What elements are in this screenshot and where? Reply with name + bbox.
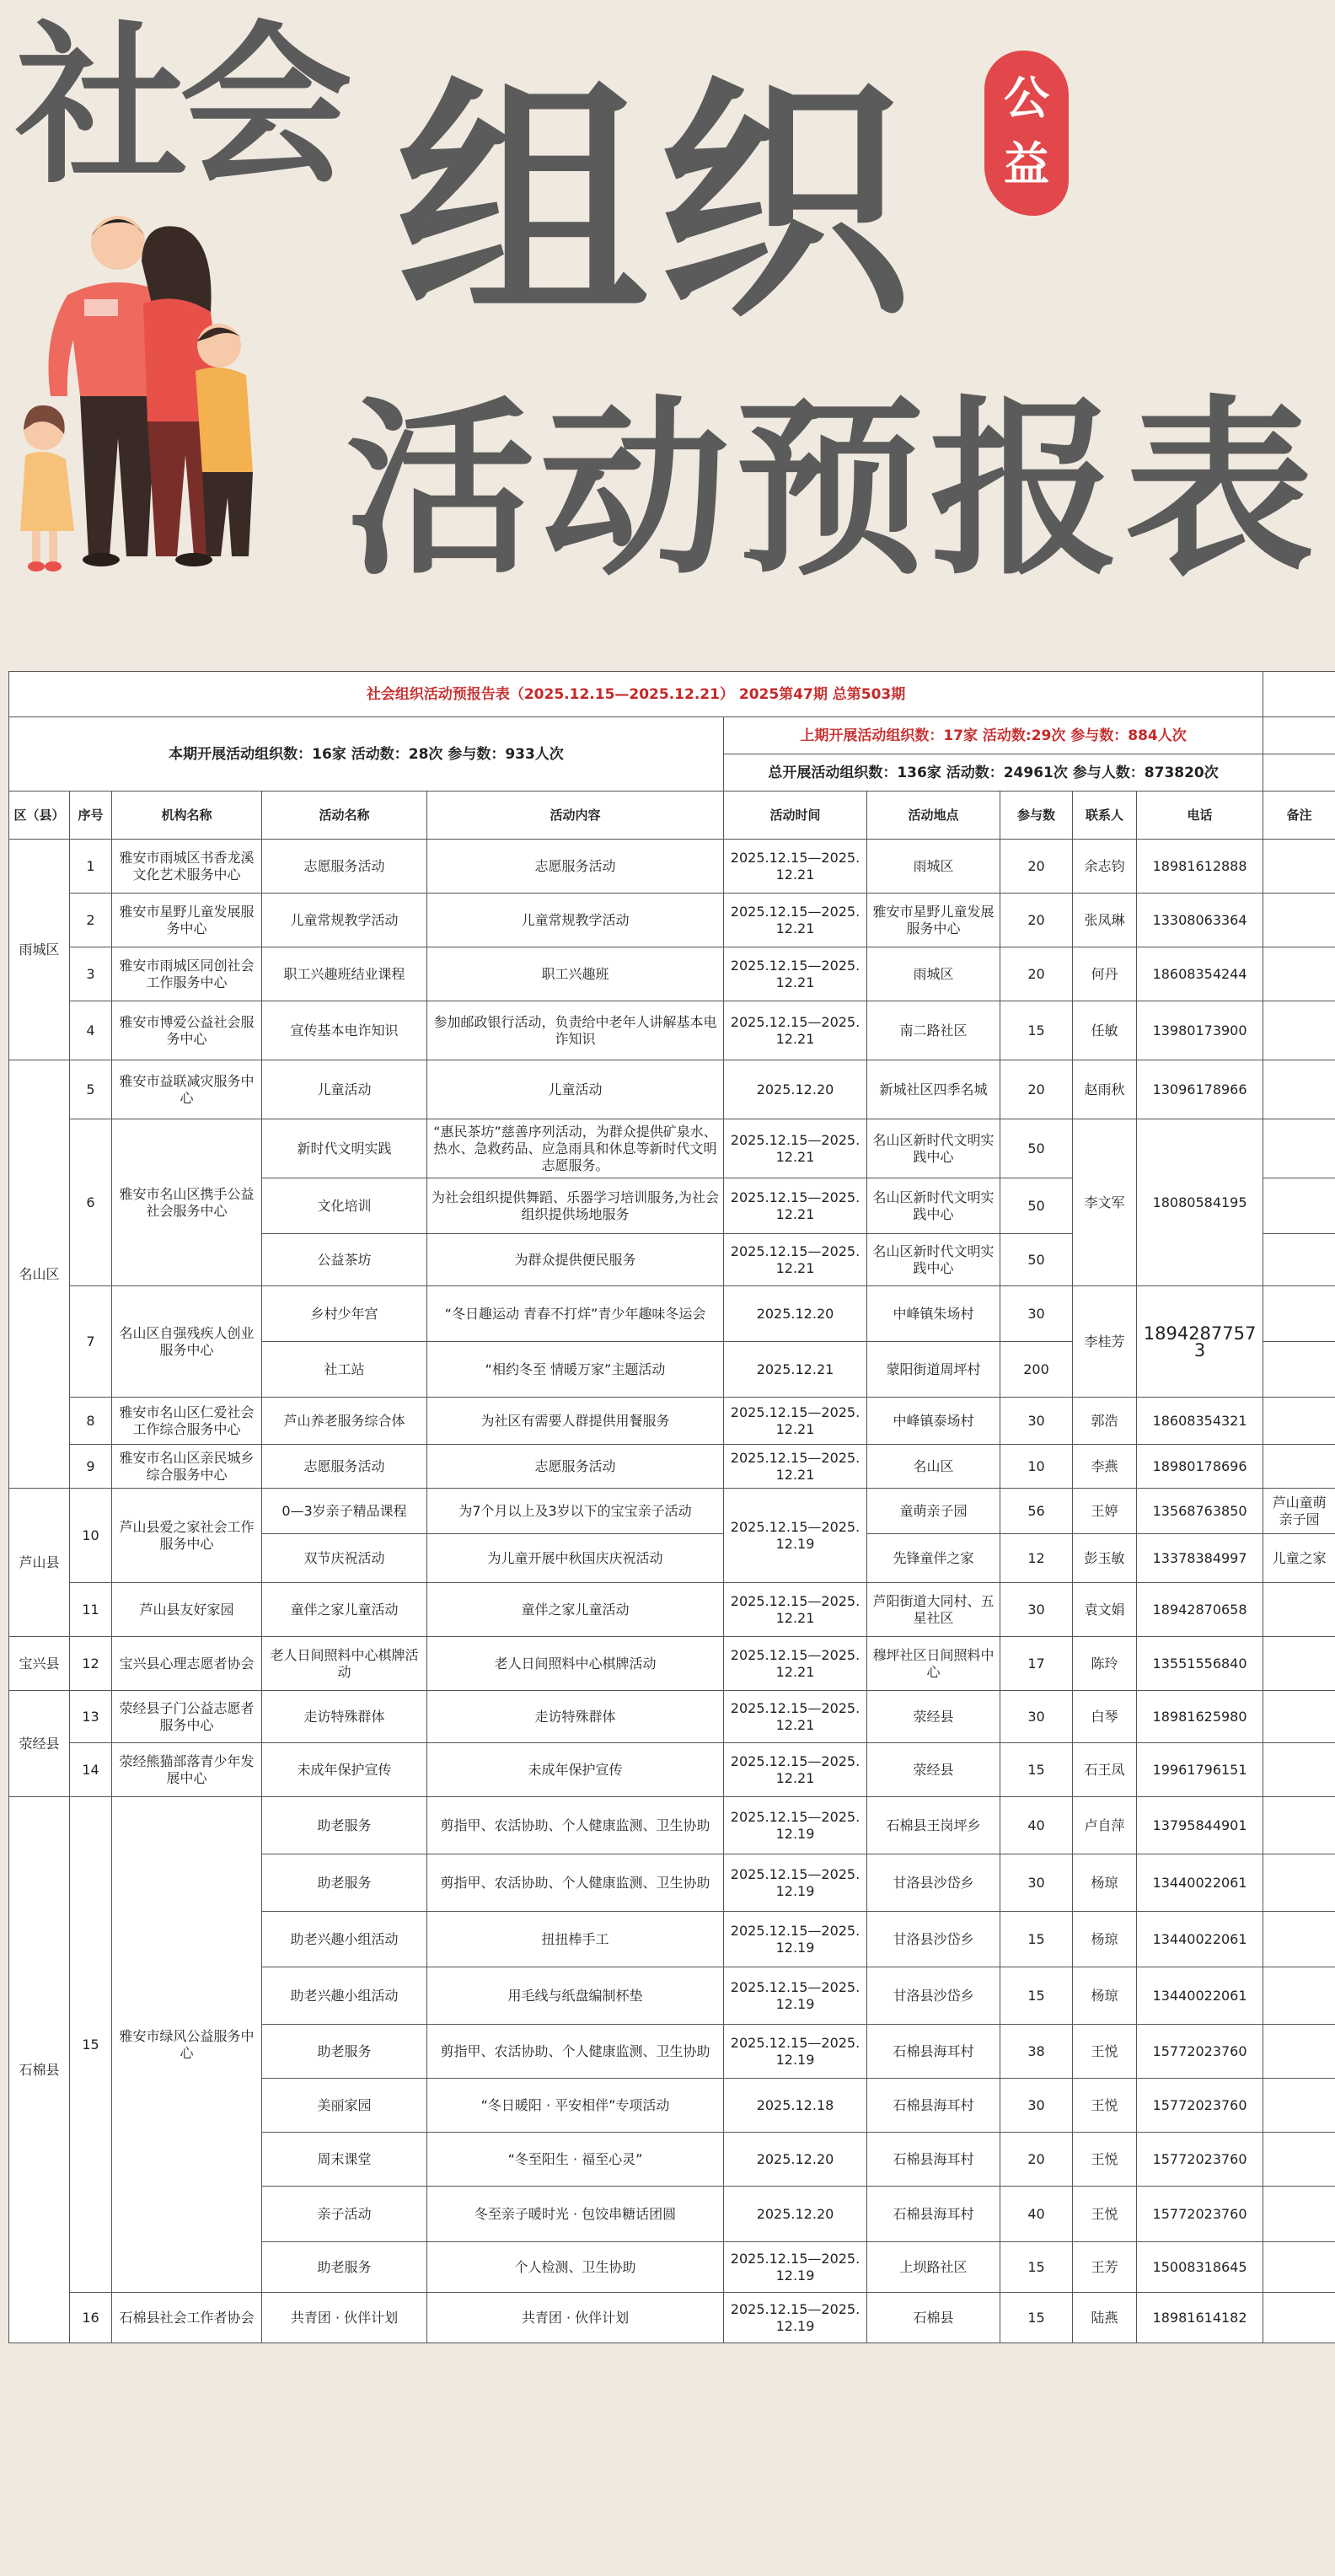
org-name: 名山区自强残疾人创业服务中心	[112, 1286, 262, 1398]
activity-content: “惠民茶坊”慈善序列活动，为群众提供矿泉水、热水、急救药品、应急雨具和休息等新时代文明志愿服务。	[427, 1119, 724, 1178]
row-number: 6	[70, 1119, 112, 1286]
participant-count: 30	[1000, 2079, 1073, 2133]
activity-time: 2025.12.15—2025.12.21	[724, 1001, 867, 1060]
activity-content: 冬至亲子暖时光 · 包饺串糖话团圆	[427, 2187, 724, 2242]
contact-person: 任敏	[1073, 1001, 1137, 1060]
header-phone: 电话	[1137, 792, 1263, 840]
district-cell: 荥经县	[9, 1691, 70, 1797]
contact-phone: 13096178966	[1137, 1060, 1263, 1119]
table-row	[9, 1001, 1335, 1060]
row-number: 10	[70, 1489, 112, 1583]
participant-count: 15	[1000, 1743, 1073, 1797]
activity-time: 2025.12.15—2025.12.19	[724, 1912, 867, 1967]
activity-place: 中峰镇朱场村	[867, 1286, 1000, 1342]
blank-cell	[1263, 717, 1335, 754]
summary-last: 上期开展活动组织数：17家 活动数:29次 参与数：884人次	[724, 717, 1263, 754]
participant-count: 30	[1000, 1583, 1073, 1637]
participant-count: 30	[1000, 1854, 1073, 1912]
participant-count: 200	[1000, 1342, 1073, 1398]
table-row	[9, 1286, 1335, 1342]
activity-place: 雨城区	[867, 947, 1000, 1001]
contact-person: 王婷	[1073, 1489, 1137, 1534]
activity-place: 石棉县	[867, 2293, 1000, 2343]
row-number: 1	[70, 840, 112, 894]
activity-time: 2025.12.15—2025.12.21	[724, 1178, 867, 1234]
note-cell	[1263, 1398, 1335, 1445]
contact-person: 袁文娟	[1073, 1583, 1137, 1637]
activity-name: 周末课堂	[262, 2133, 427, 2187]
note-cell	[1263, 2187, 1335, 2242]
activity-time: 2025.12.18	[724, 2079, 867, 2133]
activity-place: 甘洛县沙岱乡	[867, 1967, 1000, 2025]
activity-place: 名山区新时代文明实践中心	[867, 1119, 1000, 1178]
row-number: 11	[70, 1583, 112, 1637]
table-row	[9, 1398, 1335, 1445]
activity-place: 石棉县海耳村	[867, 2079, 1000, 2133]
activity-place: 名山区新时代文明实践中心	[867, 1234, 1000, 1286]
contact-person: 王芳	[1073, 2242, 1137, 2293]
contact-phone: 15772023760	[1137, 2025, 1263, 2079]
activity-time: 2025.12.20	[724, 1060, 867, 1119]
activity-content: “冬日趣运动 青春不打烊”青少年趣味冬运会	[427, 1286, 724, 1342]
org-name: 雅安市名山区亲民城乡综合服务中心	[112, 1445, 262, 1489]
note-cell	[1263, 1583, 1335, 1637]
org-name: 雅安市益联减灾服务中心	[112, 1060, 262, 1119]
note-cell	[1263, 1342, 1335, 1398]
row-number: 2	[70, 894, 112, 947]
activity-name: 志愿服务活动	[262, 1445, 427, 1489]
activity-time: 2025.12.15—2025.12.21	[724, 947, 867, 1001]
participant-count: 50	[1000, 1178, 1073, 1234]
table-row	[9, 1119, 1335, 1178]
activity-time: 2025.12.20	[724, 2187, 867, 2242]
activity-place: 雅安市星野儿童发展服务中心	[867, 894, 1000, 947]
contact-phone: 15772023760	[1137, 2187, 1263, 2242]
contact-person: 李燕	[1073, 1445, 1137, 1489]
org-name: 雅安市博爱公益社会服务中心	[112, 1001, 262, 1060]
participant-count: 20	[1000, 894, 1073, 947]
contact-phone: 15772023760	[1137, 2133, 1263, 2187]
participant-count: 50	[1000, 1119, 1073, 1178]
note-cell	[1263, 1912, 1335, 1967]
charity-seal	[984, 51, 1069, 216]
contact-person: 陆燕	[1073, 2293, 1137, 2343]
activity-place: 名山区新时代文明实践中心	[867, 1178, 1000, 1234]
org-name: 雅安市雨城区同创社会工作服务中心	[112, 947, 262, 1001]
activity-content: “冬日暖阳 · 平安相伴”专项活动	[427, 2079, 724, 2133]
activity-place: 蒙阳街道周坪村	[867, 1342, 1000, 1398]
activity-name: 走访特殊群体	[262, 1691, 427, 1743]
row-number: 12	[70, 1637, 112, 1691]
activity-content: 为7个月以上及3岁以下的宝宝亲子活动	[427, 1489, 724, 1534]
note-cell: 儿童之家	[1263, 1534, 1335, 1583]
row-number: 16	[70, 2293, 112, 2343]
activity-content: 个人检测、卫生协助	[427, 2242, 724, 2293]
contact-phone: 18981612888	[1137, 840, 1263, 894]
activity-name: 助老服务	[262, 1797, 427, 1854]
note-cell	[1263, 1637, 1335, 1691]
contact-person: 杨琼	[1073, 1912, 1137, 1967]
note-cell	[1263, 840, 1335, 894]
org-name: 石棉县社会工作者协会	[112, 2293, 262, 2343]
contact-person: 赵雨秋	[1073, 1060, 1137, 1119]
title-line-2: 组织	[396, 56, 919, 351]
note-cell	[1263, 1854, 1335, 1912]
activity-place: 荥经县	[867, 1691, 1000, 1743]
note-cell	[1263, 1286, 1335, 1342]
table-row	[9, 1489, 1335, 1534]
org-name: 芦山县爱之家社会工作服务中心	[112, 1489, 262, 1583]
contact-phone: 18981625980	[1137, 1691, 1263, 1743]
note-cell	[1263, 1119, 1335, 1178]
table-title: 社会组织活动预报告表（2025.12.15—2025.12.21） 2025第47期 总第503期	[9, 672, 1263, 717]
org-name: 雅安市绿风公益服务中心	[112, 1797, 262, 2293]
activity-content: 职工兴趣班	[427, 947, 724, 1001]
contact-phone: 13980173900	[1137, 1001, 1263, 1060]
note-cell	[1263, 894, 1335, 947]
activity-place: 新城社区四季名城	[867, 1060, 1000, 1119]
activity-content: 儿童活动	[427, 1060, 724, 1119]
participant-count: 10	[1000, 1445, 1073, 1489]
activity-name: 新时代文明实践	[262, 1119, 427, 1178]
contact-phone: 15008318645	[1137, 2242, 1263, 2293]
activity-time: 2025.12.15—2025.12.21	[724, 894, 867, 947]
note-cell	[1263, 2242, 1335, 2293]
activity-name: 亲子活动	[262, 2187, 427, 2242]
participant-count: 30	[1000, 1398, 1073, 1445]
activity-forecast-table	[8, 671, 1335, 2343]
header-note: 备注	[1263, 792, 1335, 840]
activity-content: 志愿服务活动	[427, 840, 724, 894]
activity-content: “相约冬至 情暖万家”主题活动	[427, 1342, 724, 1398]
activity-place: 南二路社区	[867, 1001, 1000, 1060]
activity-time: 2025.12.15—2025.12.21	[724, 840, 867, 894]
activity-name: 儿童活动	[262, 1060, 427, 1119]
activity-time: 2025.12.15—2025.12.19	[724, 1854, 867, 1912]
note-cell	[1263, 1234, 1335, 1286]
contact-person: 杨琼	[1073, 1967, 1137, 2025]
contact-phone: 13551556840	[1137, 1637, 1263, 1691]
activity-content: 用毛线与纸盘编制杯垫	[427, 1967, 724, 2025]
header-no: 序号	[70, 792, 112, 840]
activity-time: 2025.12.15—2025.12.21	[724, 1234, 867, 1286]
contact-person: 王悦	[1073, 2025, 1137, 2079]
contact-person: 石王凤	[1073, 1743, 1137, 1797]
activity-time: 2025.12.15—2025.12.19	[724, 2293, 867, 2343]
activity-time: 2025.12.15—2025.12.21	[724, 1691, 867, 1743]
note-cell	[1263, 1178, 1335, 1234]
contact-person: 何丹	[1073, 947, 1137, 1001]
participant-count: 15	[1000, 2293, 1073, 2343]
table-row	[9, 1060, 1335, 1119]
activity-content: 未成年保护宣传	[427, 1743, 724, 1797]
org-name: 荥经县子门公益志愿者服务中心	[112, 1691, 262, 1743]
activity-time: 2025.12.15—2025.12.19	[724, 1967, 867, 2025]
activity-content: 为社会组织提供舞蹈、乐器学习培训服务,为社会组织提供场地服务	[427, 1178, 724, 1234]
activity-content: 为社区有需要人群提供用餐服务	[427, 1398, 724, 1445]
activity-time: 2025.12.15—2025.12.21	[724, 1637, 867, 1691]
row-number: 15	[70, 1797, 112, 2293]
activity-content: “冬至阳生 · 福至心灵”	[427, 2133, 724, 2187]
contact-person: 杨琼	[1073, 1854, 1137, 1912]
blank-cell	[1263, 754, 1335, 792]
contact-phone: 13795844901	[1137, 1797, 1263, 1854]
header-activity-time: 活动时间	[724, 792, 867, 840]
participant-count: 30	[1000, 1286, 1073, 1342]
header-banner	[0, 0, 1335, 657]
org-name: 芦山县友好家园	[112, 1583, 262, 1637]
header-district: 区（县）	[9, 792, 70, 840]
activity-time: 2025.12.21	[724, 1342, 867, 1398]
row-number: 14	[70, 1743, 112, 1797]
table-row	[9, 894, 1335, 947]
activity-place: 童萌亲子园	[867, 1489, 1000, 1534]
row-number: 8	[70, 1398, 112, 1445]
title-line-3: 活动预报表	[346, 380, 1319, 601]
activity-place: 石棉县海耳村	[867, 2187, 1000, 2242]
contact-phone: 13378384997	[1137, 1534, 1263, 1583]
note-cell	[1263, 1691, 1335, 1743]
table-row	[9, 1691, 1335, 1743]
header-activity-content: 活动内容	[427, 792, 724, 840]
district-cell: 雨城区	[9, 840, 70, 1060]
participant-count: 20	[1000, 840, 1073, 894]
activity-name: 助老服务	[262, 2242, 427, 2293]
org-name: 雅安市名山区携手公益社会服务中心	[112, 1119, 262, 1286]
activity-content: 为群众提供便民服务	[427, 1234, 724, 1286]
participant-count: 20	[1000, 2133, 1073, 2187]
activity-name: 社工站	[262, 1342, 427, 1398]
header-count: 参与数	[1000, 792, 1073, 840]
row-number: 5	[70, 1060, 112, 1119]
contact-phone: 18608354321	[1137, 1398, 1263, 1445]
note-cell	[1263, 2079, 1335, 2133]
activity-content: 儿童常规教学活动	[427, 894, 724, 947]
contact-phone: 18942877573	[1137, 1286, 1263, 1398]
header-contact: 联系人	[1073, 792, 1137, 840]
participant-count: 40	[1000, 1797, 1073, 1854]
activity-content: 童伴之家儿童活动	[427, 1583, 724, 1637]
family-illustration	[0, 202, 287, 582]
org-name: 宝兴县心理志愿者协会	[112, 1637, 262, 1691]
activity-time: 2025.12.15—2025.12.21	[724, 1445, 867, 1489]
participant-count: 17	[1000, 1637, 1073, 1691]
activity-place: 石棉县王岗坪乡	[867, 1797, 1000, 1854]
activity-content: 共青团 · 伙伴计划	[427, 2293, 724, 2343]
row-number: 13	[70, 1691, 112, 1743]
participant-count: 12	[1000, 1534, 1073, 1583]
activity-name: 芦山养老服务综合体	[262, 1398, 427, 1445]
contact-phone: 13440022061	[1137, 1967, 1263, 2025]
contact-phone: 13568763850	[1137, 1489, 1263, 1534]
table-row	[9, 1445, 1335, 1489]
table-row	[9, 1797, 1335, 1854]
row-number: 3	[70, 947, 112, 1001]
activity-place: 穆坪社区日间照料中心	[867, 1637, 1000, 1691]
header-activity-place: 活动地点	[867, 792, 1000, 840]
activity-name: 职工兴趣班结业课程	[262, 947, 427, 1001]
activity-name: 老人日间照料中心棋牌活动	[262, 1637, 427, 1691]
contact-phone: 18980178696	[1137, 1445, 1263, 1489]
activity-time: 2025.12.20	[724, 1286, 867, 1342]
activity-name: 志愿服务活动	[262, 840, 427, 894]
activity-content: 走访特殊群体	[427, 1691, 724, 1743]
activity-name: 助老服务	[262, 2025, 427, 2079]
table-row	[9, 2293, 1335, 2343]
activity-content: 剪指甲、农活协助、个人健康监测、卫生协助	[427, 1797, 724, 1854]
note-cell	[1263, 1743, 1335, 1797]
activity-place: 芦阳街道大同村、五星社区	[867, 1583, 1000, 1637]
contact-phone: 18080584195	[1137, 1119, 1263, 1286]
contact-phone: 13440022061	[1137, 1854, 1263, 1912]
participant-count: 15	[1000, 1912, 1073, 1967]
blank-cell	[1263, 672, 1335, 717]
table-row	[9, 840, 1335, 894]
note-cell	[1263, 1001, 1335, 1060]
activity-name: 共青团 · 伙伴计划	[262, 2293, 427, 2343]
contact-person: 王悦	[1073, 2079, 1137, 2133]
contact-person: 李文军	[1073, 1119, 1137, 1286]
participant-count: 30	[1000, 1691, 1073, 1743]
activity-name: 双节庆祝活动	[262, 1534, 427, 1583]
note-cell	[1263, 2293, 1335, 2343]
activity-name: 助老兴趣小组活动	[262, 1967, 427, 2025]
activity-content: 老人日间照料中心棋牌活动	[427, 1637, 724, 1691]
org-name: 雅安市雨城区书香龙溪文化艺术服务中心	[112, 840, 262, 894]
participant-count: 15	[1000, 1967, 1073, 2025]
summary-total: 总开展活动组织数：136家 活动数：24961次 参与人数：873820次	[724, 754, 1263, 792]
activity-content: 剪指甲、农活协助、个人健康监测、卫生协助	[427, 1854, 724, 1912]
district-cell: 宝兴县	[9, 1637, 70, 1691]
header-activity-name: 活动名称	[262, 792, 427, 840]
activity-time: 2025.12.20	[724, 2133, 867, 2187]
contact-person: 王悦	[1073, 2133, 1137, 2187]
table-row	[9, 1637, 1335, 1691]
activity-time: 2025.12.15—2025.12.19	[724, 2242, 867, 2293]
contact-phone: 19961796151	[1137, 1743, 1263, 1797]
contact-phone: 18981614182	[1137, 2293, 1263, 2343]
table-row	[9, 1743, 1335, 1797]
activity-content: 扭扭棒手工	[427, 1912, 724, 1967]
activity-name: 乡村少年宫	[262, 1286, 427, 1342]
activity-time: 2025.12.15—2025.12.21	[724, 1119, 867, 1178]
participant-count: 20	[1000, 947, 1073, 1001]
note-cell: 芦山童萌亲子园	[1263, 1489, 1335, 1534]
table-row	[9, 947, 1335, 1001]
contact-person: 王悦	[1073, 2187, 1137, 2242]
seal-char-1: 公	[1004, 72, 1049, 125]
note-cell	[1263, 947, 1335, 1001]
activity-name: 助老服务	[262, 1854, 427, 1912]
activity-name: 美丽家园	[262, 2079, 427, 2133]
contact-person: 彭玉敏	[1073, 1534, 1137, 1583]
contact-phone: 13308063364	[1137, 894, 1263, 947]
org-name: 荥经熊猫部落青少年发展中心	[112, 1743, 262, 1797]
activity-time: 2025.12.15—2025.12.21	[724, 1743, 867, 1797]
activity-place: 上坝路社区	[867, 2242, 1000, 2293]
contact-person: 卢自萍	[1073, 1797, 1137, 1854]
activity-place: 雨城区	[867, 840, 1000, 894]
activity-name: 宣传基本电诈知识	[262, 1001, 427, 1060]
activity-place: 先锋童伴之家	[867, 1534, 1000, 1583]
contact-phone: 18942870658	[1137, 1583, 1263, 1637]
contact-phone: 13440022061	[1137, 1912, 1263, 1967]
row-number: 9	[70, 1445, 112, 1489]
activity-place: 中峰镇泰场村	[867, 1398, 1000, 1445]
contact-person: 李桂芳	[1073, 1286, 1137, 1398]
activity-name: 助老兴趣小组活动	[262, 1912, 427, 1967]
row-number: 4	[70, 1001, 112, 1060]
contact-person: 郭浩	[1073, 1398, 1137, 1445]
note-cell	[1263, 2133, 1335, 2187]
contact-phone: 15772023760	[1137, 2079, 1263, 2133]
activity-content: 参加邮政银行活动，负责给中老年人讲解基本电诈知识	[427, 1001, 724, 1060]
note-cell	[1263, 1060, 1335, 1119]
participant-count: 15	[1000, 1001, 1073, 1060]
org-name: 雅安市名山区仁爱社会工作综合服务中心	[112, 1398, 262, 1445]
participant-count: 15	[1000, 2242, 1073, 2293]
participant-count: 38	[1000, 2025, 1073, 2079]
org-name: 雅安市星野儿童发展服务中心	[112, 894, 262, 947]
activity-name: 0—3岁亲子精品课程	[262, 1489, 427, 1534]
activity-content: 为儿童开展中秋国庆庆祝活动	[427, 1534, 724, 1583]
contact-phone: 18608354244	[1137, 947, 1263, 1001]
district-cell: 芦山县	[9, 1489, 70, 1637]
activity-place: 石棉县海耳村	[867, 2025, 1000, 2079]
participant-count: 50	[1000, 1234, 1073, 1286]
seal-char-2: 益	[1004, 137, 1049, 191]
title-line-1: 社会	[15, 7, 344, 207]
table-header-row	[9, 792, 1335, 840]
activity-place: 甘洛县沙岱乡	[867, 1912, 1000, 1967]
activity-place: 石棉县海耳村	[867, 2133, 1000, 2187]
participant-count: 40	[1000, 2187, 1073, 2242]
note-cell	[1263, 1445, 1335, 1489]
activity-name: 童伴之家儿童活动	[262, 1583, 427, 1637]
activity-name: 未成年保护宣传	[262, 1743, 427, 1797]
note-cell	[1263, 1967, 1335, 2025]
participant-count: 56	[1000, 1489, 1073, 1534]
row-number: 7	[70, 1286, 112, 1398]
activity-name: 公益茶坊	[262, 1234, 427, 1286]
note-cell	[1263, 1797, 1335, 1854]
activity-content: 志愿服务活动	[427, 1445, 724, 1489]
summary-current: 本期开展活动组织数：16家 活动数：28次 参与数：933人次	[9, 717, 724, 792]
activity-time: 2025.12.15—2025.12.19	[724, 1489, 867, 1583]
table-row	[9, 1583, 1335, 1637]
district-cell: 名山区	[9, 1060, 70, 1489]
activity-place: 荥经县	[867, 1743, 1000, 1797]
header-org: 机构名称	[112, 792, 262, 840]
activity-name: 儿童常规教学活动	[262, 894, 427, 947]
activity-place: 甘洛县沙岱乡	[867, 1854, 1000, 1912]
note-cell	[1263, 2025, 1335, 2079]
activity-time: 2025.12.15—2025.12.21	[724, 1583, 867, 1637]
contact-person: 张凤琳	[1073, 894, 1137, 947]
activity-name: 文化培训	[262, 1178, 427, 1234]
contact-person: 白琴	[1073, 1691, 1137, 1743]
activity-time: 2025.12.15—2025.12.19	[724, 2025, 867, 2079]
activity-content: 剪指甲、农活协助、个人健康监测、卫生协助	[427, 2025, 724, 2079]
district-cell: 石棉县	[9, 1797, 70, 2343]
contact-person: 余志钧	[1073, 840, 1137, 894]
activity-place: 名山区	[867, 1445, 1000, 1489]
activity-time: 2025.12.15—2025.12.21	[724, 1398, 867, 1445]
contact-person: 陈玲	[1073, 1637, 1137, 1691]
participant-count: 20	[1000, 1060, 1073, 1119]
activity-time: 2025.12.15—2025.12.19	[724, 1797, 867, 1854]
